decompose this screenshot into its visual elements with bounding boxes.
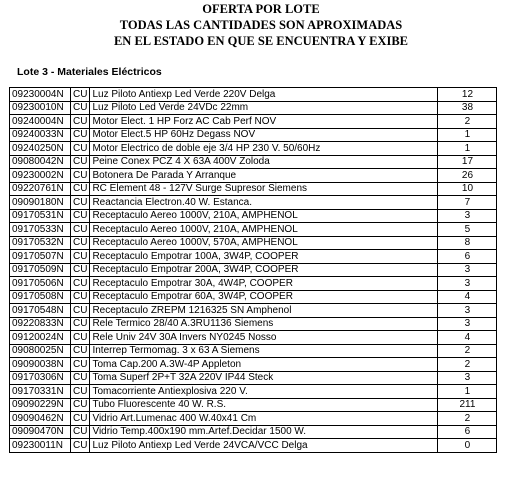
table-row [10, 304, 497, 318]
table-row [10, 290, 497, 304]
item-quantity: 3 [438, 263, 497, 277]
item-description: Receptaculo Empotrar 30A, 4W4P, COOPER [90, 277, 438, 291]
item-quantity: 6 [438, 250, 497, 264]
item-code: 09090462N [10, 412, 71, 426]
item-description: Reactancia Electron.40 W. Estanca. [90, 196, 438, 210]
item-code: 09170506N [10, 277, 71, 291]
item-quantity: 2 [438, 358, 497, 372]
table-row [10, 115, 497, 129]
item-unit: CU [71, 425, 90, 439]
item-unit: CU [71, 223, 90, 237]
table-row [10, 182, 497, 196]
table-row [10, 263, 497, 277]
item-code: 09170507N [10, 250, 71, 264]
item-code: 09170508N [10, 290, 71, 304]
item-quantity: 10 [438, 182, 497, 196]
item-quantity: 3 [438, 371, 497, 385]
item-description: Receptaculo Aereo 1000V, 570A, AMPHENOL [90, 236, 438, 250]
table-row [10, 196, 497, 210]
item-description: Rele Termico 28/40 A.3RU1136 Siemens [90, 317, 438, 331]
item-unit: CU [71, 196, 90, 210]
item-description: Vidrio Art.Lumenac 400 W.40x41 Cm [90, 412, 438, 426]
item-code: 09170548N [10, 304, 71, 318]
table-row [10, 88, 497, 102]
item-quantity: 2 [438, 115, 497, 129]
item-code: 09090180N [10, 196, 71, 210]
item-description: Luz Piloto Antiexp Led Verde 220V Delga [90, 88, 438, 102]
item-quantity: 17 [438, 155, 497, 169]
item-unit: CU [71, 209, 90, 223]
item-unit: CU [71, 371, 90, 385]
item-code: 09080025N [10, 344, 71, 358]
table-row [10, 425, 497, 439]
item-code: 09240033N [10, 128, 71, 142]
item-quantity: 38 [438, 101, 497, 115]
item-unit: CU [71, 101, 90, 115]
table-row [10, 277, 497, 291]
table-row [10, 128, 497, 142]
item-description: Toma Superf 2P+T 32A 220V IP44 Steck [90, 371, 438, 385]
table-row [10, 385, 497, 399]
item-description: Rele Univ 24V 30A Invers NY0245 Nosso [90, 331, 438, 345]
item-code: 09170509N [10, 263, 71, 277]
item-code: 09240004N [10, 115, 71, 129]
item-quantity: 1 [438, 128, 497, 142]
item-code: 09080042N [10, 155, 71, 169]
item-code: 09090229N [10, 398, 71, 412]
item-quantity: 211 [438, 398, 497, 412]
item-description: Toma Cap.200 A.3W-4P Appleton [90, 358, 438, 372]
item-code: 09220761N [10, 182, 71, 196]
item-code: 09240250N [10, 142, 71, 156]
item-quantity: 1 [438, 385, 497, 399]
table-row [10, 209, 497, 223]
table-row [10, 169, 497, 183]
table-row [10, 223, 497, 237]
item-code: 09170532N [10, 236, 71, 250]
item-unit: CU [71, 358, 90, 372]
table-row [10, 398, 497, 412]
item-unit: CU [71, 412, 90, 426]
item-unit: CU [71, 182, 90, 196]
item-code: 09230011N [10, 439, 71, 453]
item-description: Receptaculo Empotrar 100A, 3W4P, COOPER [90, 250, 438, 264]
item-quantity: 3 [438, 209, 497, 223]
item-unit: CU [71, 142, 90, 156]
item-unit: CU [71, 263, 90, 277]
lot-title: Lote 3 - Materiales Eléctricos [17, 66, 162, 78]
item-description: Receptaculo Empotrar 60A, 3W4P, COOPER [90, 290, 438, 304]
item-quantity: 12 [438, 88, 497, 102]
item-quantity: 1 [438, 142, 497, 156]
table-row [10, 439, 497, 453]
item-code: 09220833N [10, 317, 71, 331]
item-code: 09170531N [10, 209, 71, 223]
item-unit: CU [71, 290, 90, 304]
item-unit: CU [71, 331, 90, 345]
item-unit: CU [71, 88, 90, 102]
item-description: Receptaculo Aereo 1000V, 210A, AMPHENOL [90, 223, 438, 237]
item-quantity: 3 [438, 317, 497, 331]
item-quantity: 26 [438, 169, 497, 183]
item-quantity: 8 [438, 236, 497, 250]
item-unit: CU [71, 317, 90, 331]
table-row [10, 331, 497, 345]
item-code: 09120024N [10, 331, 71, 345]
item-code: 09230002N [10, 169, 71, 183]
item-unit: CU [71, 250, 90, 264]
item-quantity: 2 [438, 412, 497, 426]
item-quantity: 7 [438, 196, 497, 210]
item-code: 09170331N [10, 385, 71, 399]
table-row [10, 344, 497, 358]
item-description: Peine Conex PCZ 4 X 63A 400V Zoloda [90, 155, 438, 169]
item-description: Motor Elect.5 HP 60Hz Degass NOV [90, 128, 438, 142]
offer-title: OFERTA POR LOTE [202, 2, 320, 16]
item-description: Receptaculo Aereo 1000V, 210A, AMPHENOL [90, 209, 438, 223]
item-unit: CU [71, 398, 90, 412]
table-row [10, 317, 497, 331]
item-description: Luz Piloto Antiexp Led Verde 24VCA/VCC Delga [90, 439, 438, 453]
item-unit: CU [71, 385, 90, 399]
item-quantity: 4 [438, 290, 497, 304]
item-unit: CU [71, 277, 90, 291]
item-quantity: 5 [438, 223, 497, 237]
item-description: Vidrio Temp.400x190 mm.Artef.Decidar 1500 W. [90, 425, 438, 439]
item-code: 09090038N [10, 358, 71, 372]
item-description: Luz Piloto Led Verde 24VDc 22mm [90, 101, 438, 115]
item-description: Receptaculo Empotrar 200A, 3W4P, COOPER [90, 263, 438, 277]
item-code: 09170306N [10, 371, 71, 385]
item-description: Receptaculo ZREPM 1216325 SN Amphenol [90, 304, 438, 318]
item-unit: CU [71, 439, 90, 453]
item-description: RC Element 48 - 127V Surge Supresor Siemens [90, 182, 438, 196]
item-unit: CU [71, 304, 90, 318]
table-row [10, 371, 497, 385]
table-row [10, 155, 497, 169]
item-unit: CU [71, 128, 90, 142]
item-description: Motor Electrico de doble eje 3/4 HP 230 V. 50/60Hz [90, 142, 438, 156]
table-row [10, 250, 497, 264]
item-description: Tomacorriente Antiexplosiva 220 V. [90, 385, 438, 399]
table-row [10, 142, 497, 156]
item-description: Botonera De Parada Y Arranque [90, 169, 438, 183]
item-quantity: 2 [438, 344, 497, 358]
table-row [10, 358, 497, 372]
item-description: Interrep Termomag. 3 x 63 A Siemens [90, 344, 438, 358]
table-row [10, 412, 497, 426]
item-quantity: 3 [438, 304, 497, 318]
items-table [9, 87, 497, 453]
table-row [10, 236, 497, 250]
condition-notice: EN EL ESTADO EN QUE SE ENCUENTRA Y EXIBE [113, 34, 409, 48]
item-description: Tubo Fluorescente 40 W. R.S. [90, 398, 438, 412]
item-code: 09230004N [10, 88, 71, 102]
item-quantity: 6 [438, 425, 497, 439]
item-unit: CU [71, 236, 90, 250]
item-code: 09230010N [10, 101, 71, 115]
item-code: 09170533N [10, 223, 71, 237]
quantities-notice: TODAS LAS CANTIDADES SON APROXIMADAS [119, 18, 403, 32]
item-code: 09090470N [10, 425, 71, 439]
item-description: Motor Elect. 1 HP Forz AC Cab Perf NOV [90, 115, 438, 129]
table-row [10, 101, 497, 115]
item-quantity: 0 [438, 439, 497, 453]
item-unit: CU [71, 344, 90, 358]
item-unit: CU [71, 115, 90, 129]
item-quantity: 3 [438, 277, 497, 291]
item-quantity: 4 [438, 331, 497, 345]
item-unit: CU [71, 155, 90, 169]
item-unit: CU [71, 169, 90, 183]
